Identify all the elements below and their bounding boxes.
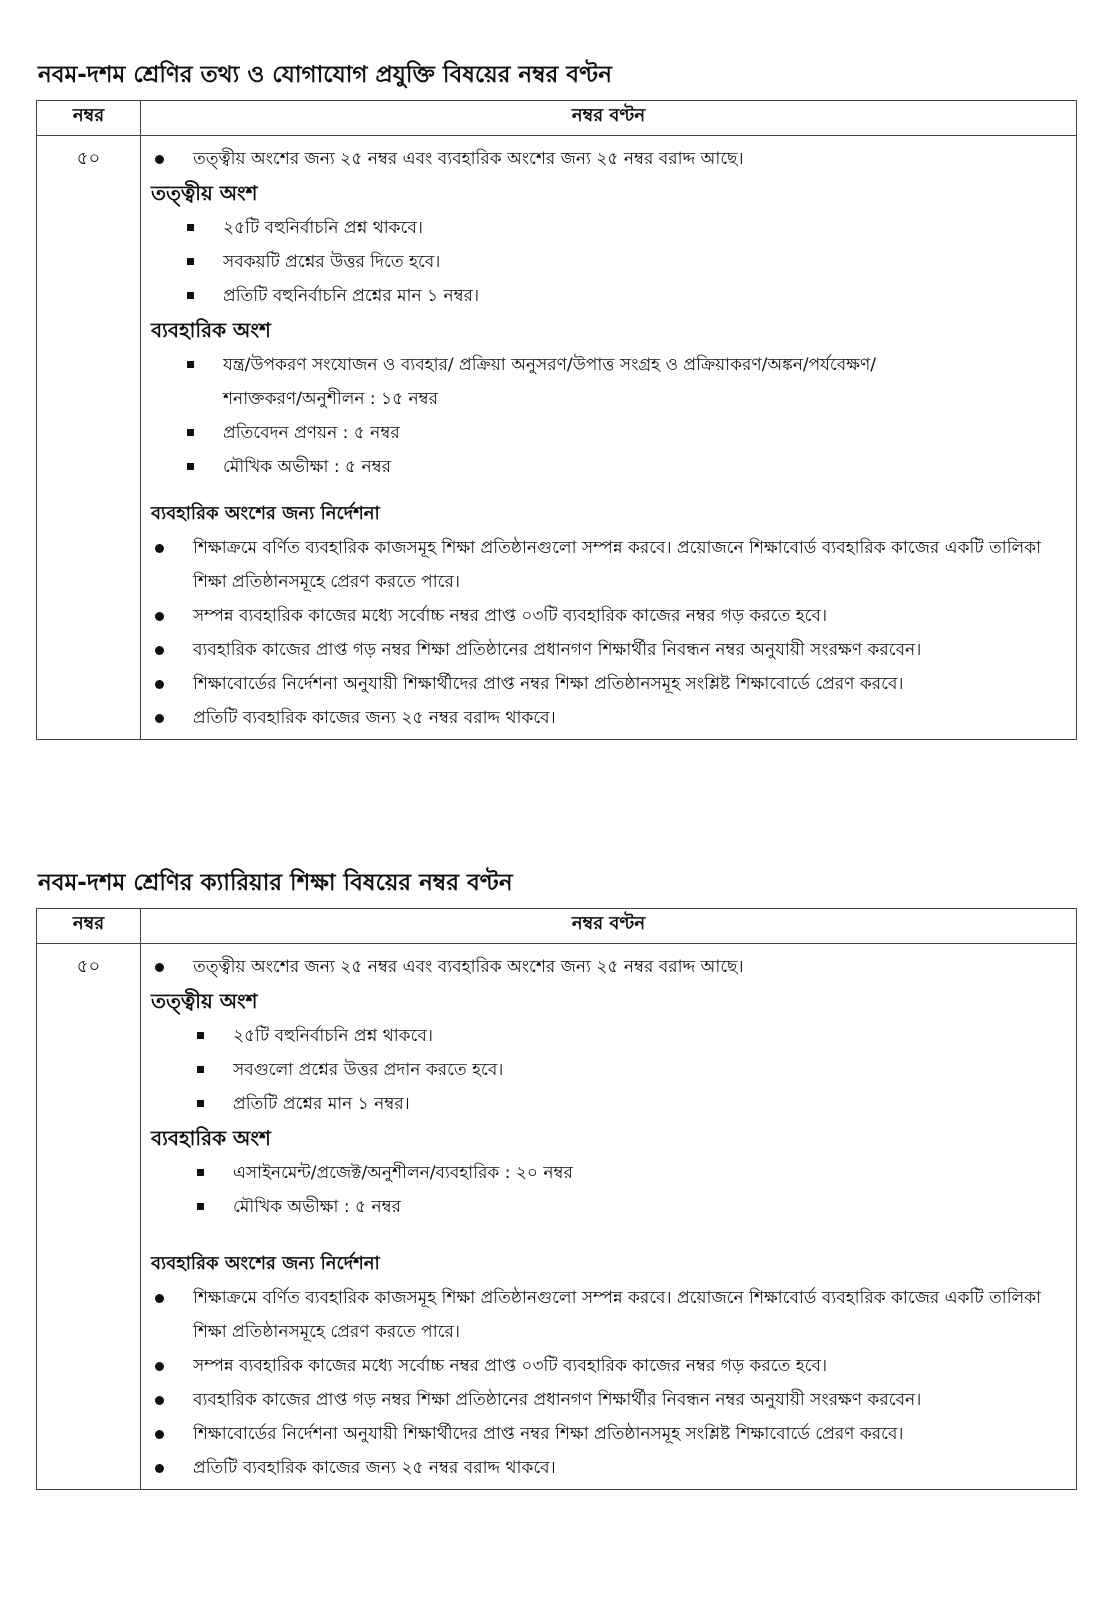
list-item-text: যন্ত্র/উপকরণ সংযোজন ও ব্যবহার/ প্রক্রিয়া অনুসরণ/উপাত্ত সংগ্রহ ও প্রক্রিয়াকরণ/অঙ্কন/পর্যবেক্ষণ/ শনাক্তকরণ/অনুশীলন : ১৫ নম্বর xyxy=(223,355,876,409)
list-item-text: ২৫টি বহুনির্বাচনি প্রশ্ন থাকবে। xyxy=(233,1026,433,1046)
square-bullet-icon xyxy=(197,1203,204,1210)
total-marks: ৫০ xyxy=(37,136,141,740)
marks-column-header: নম্বর xyxy=(37,909,141,944)
bullet-icon xyxy=(155,1464,164,1473)
marks-table xyxy=(36,908,1077,1490)
list-item xyxy=(151,1156,1066,1190)
list-item-text: শিক্ষাবোর্ডের নির্দেশনা অনুযায়ী শিক্ষার্থীদের প্রাপ্ত নম্বর শিক্ষা প্রতিষ্ঠানসমূহ সংশ্লিষ্ট শিক্ষাবোর্ডে প্রেরণ করবে। xyxy=(193,674,904,694)
bullet-icon xyxy=(155,1396,164,1405)
distribution-column-header: নম্বর বণ্টন xyxy=(141,909,1077,944)
section-title: নবম-দশম শ্রেণির ক্যারিয়ার শিক্ষা বিষয়ের নম্বর বণ্টন xyxy=(38,870,513,896)
list-item xyxy=(151,633,1066,667)
square-bullet-icon xyxy=(187,258,194,265)
list-item-text: ২৫টি বহুনির্বাচনি প্রশ্ন থাকবে। xyxy=(223,218,423,238)
list-item xyxy=(151,1383,1066,1417)
theory-heading: তত্ত্বীয় অংশ xyxy=(151,181,258,205)
intro-text: তত্ত্বীয় অংশের জন্য ২৫ নম্বর এবং ব্যবহারিক অংশের জন্য ২৫ নম্বর বরাদ্দ আছে। xyxy=(193,957,744,977)
list-item-text: সবকয়টি প্রশ্নের উত্তর দিতে হবে। xyxy=(223,252,441,272)
list-item xyxy=(151,1281,1066,1349)
table-header-row xyxy=(37,101,1077,136)
practical-heading: ব্যবহারিক অংশ xyxy=(151,1126,271,1150)
list-item-text: সবগুলো প্রশ্নের উত্তর প্রদান করতে হবে। xyxy=(233,1060,504,1080)
list-item-text: ব্যবহারিক কাজের প্রাপ্ত গড় নম্বর শিক্ষা প্রতিষ্ঠানের প্রধানগণ শিক্ষার্থীর নিবন্ধন নম্বর অনুযায়ী সংরক্ষণ করবেন। xyxy=(193,640,922,660)
list-item-text: এসাইনমেন্ট/প্রজেক্ট/অনুশীলন/ব্যবহারিক : ২০ নম্বর xyxy=(233,1163,573,1183)
square-bullet-icon xyxy=(197,1169,204,1176)
list-item xyxy=(151,1349,1066,1383)
square-bullet-icon xyxy=(187,361,194,368)
intro-item xyxy=(151,142,1066,176)
list-item-text: মৌখিক অভীক্ষা : ৫ নম্বর xyxy=(223,457,391,477)
instructions-heading: ব্যবহারিক অংশের জন্য নির্দেশনা xyxy=(151,503,380,524)
list-item-text: শিক্ষাক্রমে বর্ণিত ব্যবহারিক কাজসমূহ শিক্ষা প্রতিষ্ঠানগুলো সম্পন্ন করবে। প্রয়োজনে শিক্ষাবোর্ড ব্যবহারিক কাজের একটি তালিকা শিক্ষা প্রতিষ্ঠানসমূহে প্রেরণ করতে পারে। xyxy=(193,1288,1042,1342)
square-bullet-icon xyxy=(197,1066,204,1073)
bullet-icon xyxy=(155,1430,164,1439)
intro-item xyxy=(151,950,1066,984)
ict-section xyxy=(36,58,1076,740)
table-row xyxy=(37,944,1077,1490)
list-item-text: শিক্ষাক্রমে বর্ণিত ব্যবহারিক কাজসমূহ শিক্ষা প্রতিষ্ঠানগুলো সম্পন্ন করবে। প্রয়োজনে শিক্ষাবোর্ড ব্যবহারিক কাজের একটি তালিকা শিক্ষা প্রতিষ্ঠানসমূহে প্রেরণ করতে পারে। xyxy=(193,538,1042,592)
marks-column-header: নম্বর xyxy=(37,101,141,136)
list-item-text: প্রতিবেদন প্রণয়ন : ৫ নম্বর xyxy=(223,423,400,443)
spacer xyxy=(151,1224,1066,1234)
theory-heading: তত্ত্বীয় অংশ xyxy=(151,989,258,1013)
list-item-text: সম্পন্ন ব্যবহারিক কাজের মধ্যে সর্বোচ্চ নম্বর প্রাপ্ত ০৩টি ব্যবহারিক কাজের নম্বর গড় করতে হবে। xyxy=(193,606,828,626)
bullet-icon xyxy=(155,963,164,972)
list-item xyxy=(151,1019,1066,1053)
section-title: নবম-দশম শ্রেণির তথ্য ও যোগাযোগ প্রযুক্তি বিষয়ের নম্বর বণ্টন xyxy=(38,62,612,88)
list-item xyxy=(151,416,1066,450)
list-item-text: ব্যবহারিক কাজের প্রাপ্ত গড় নম্বর শিক্ষা প্রতিষ্ঠানের প্রধানগণ শিক্ষার্থীর নিবন্ধন নম্বর অনুযায়ী সংরক্ষণ করবেন। xyxy=(193,1390,922,1410)
list-item-text: প্রতিটি ব্যবহারিক কাজের জন্য ২৫ নম্বর বরাদ্দ থাকবে। xyxy=(193,1458,556,1478)
square-bullet-icon xyxy=(197,1032,204,1039)
bullet-icon xyxy=(155,646,164,655)
bullet-icon xyxy=(155,714,164,723)
career-section xyxy=(36,866,1076,1490)
bullet-icon xyxy=(155,155,164,164)
table-header-row xyxy=(37,909,1077,944)
list-item xyxy=(151,1451,1066,1485)
list-item xyxy=(151,348,1066,416)
bullet-icon xyxy=(155,680,164,689)
bullet-icon xyxy=(155,612,164,621)
table-row xyxy=(37,136,1077,740)
distribution-cell xyxy=(141,944,1077,1490)
list-item-text: শিক্ষাবোর্ডের নির্দেশনা অনুযায়ী শিক্ষার্থীদের প্রাপ্ত নম্বর শিক্ষা প্রতিষ্ঠানসমূহ সংশ্লিষ্ট শিক্ষাবোর্ডে প্রেরণ করবে। xyxy=(193,1424,904,1444)
square-bullet-icon xyxy=(187,463,194,470)
intro-text: তত্ত্বীয় অংশের জন্য ২৫ নম্বর এবং ব্যবহারিক অংশের জন্য ২৫ নম্বর বরাদ্দ আছে। xyxy=(193,149,744,169)
list-item xyxy=(151,211,1066,245)
list-item-text: প্রতিটি বহুনির্বাচনি প্রশ্নের মান ১ নম্বর। xyxy=(223,286,480,306)
square-bullet-icon xyxy=(187,224,194,231)
square-bullet-icon xyxy=(197,1100,204,1107)
distribution-column-header: নম্বর বণ্টন xyxy=(141,101,1077,136)
bullet-icon xyxy=(155,544,164,553)
list-item-text: প্রতিটি ব্যবহারিক কাজের জন্য ২৫ নম্বর বরাদ্দ থাকবে। xyxy=(193,708,556,728)
instructions-heading: ব্যবহারিক অংশের জন্য নির্দেশনা xyxy=(151,1253,380,1274)
list-item-text: সম্পন্ন ব্যবহারিক কাজের মধ্যে সর্বোচ্চ নম্বর প্রাপ্ত ০৩টি ব্যবহারিক কাজের নম্বর গড় করতে হবে। xyxy=(193,1356,828,1376)
distribution-cell xyxy=(141,136,1077,740)
list-item-text: মৌখিক অভীক্ষা : ৫ নম্বর xyxy=(233,1197,401,1217)
square-bullet-icon xyxy=(187,292,194,299)
list-item xyxy=(151,531,1066,599)
list-item-text: প্রতিটি প্রশ্নের মান ১ নম্বর। xyxy=(233,1094,410,1114)
square-bullet-icon xyxy=(187,429,194,436)
bullet-icon xyxy=(155,1362,164,1371)
list-item xyxy=(151,279,1066,313)
list-item xyxy=(151,667,1066,701)
list-item xyxy=(151,701,1066,735)
list-item xyxy=(151,1190,1066,1224)
total-marks: ৫০ xyxy=(37,944,141,1490)
list-item xyxy=(151,450,1066,484)
list-item xyxy=(151,1417,1066,1451)
practical-heading: ব্যবহারিক অংশ xyxy=(151,318,271,342)
list-item xyxy=(151,1053,1066,1087)
bullet-icon xyxy=(155,1294,164,1303)
list-item xyxy=(151,599,1066,633)
list-item xyxy=(151,245,1066,279)
marks-table xyxy=(36,100,1077,740)
list-item xyxy=(151,1087,1066,1121)
